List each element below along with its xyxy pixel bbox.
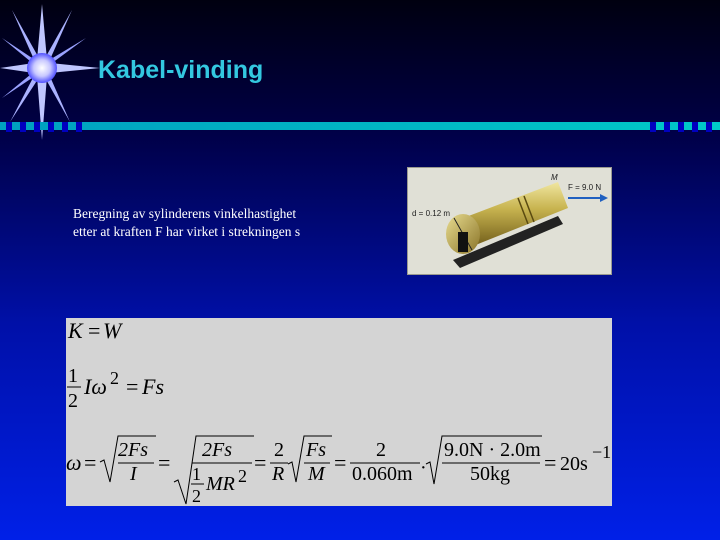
svg-text:=: = — [254, 450, 267, 475]
equation-angular-velocity — [66, 436, 611, 506]
eq2-term: Iω — [84, 374, 107, 399]
eq2-frac-den: 2 — [68, 390, 78, 412]
cylinder-figure — [407, 167, 612, 275]
diameter-label: d = 0.12 m — [412, 209, 451, 218]
title-rule — [0, 118, 720, 140]
eq1-rhs: W — [103, 318, 122, 343]
svg-text:=: = — [158, 450, 171, 475]
svg-text:·: · — [420, 457, 427, 479]
eq3-root1-num: 2Fs — [118, 439, 148, 461]
eq3-root4-num: 9.0N · 2.0m — [444, 439, 541, 461]
eq3-frac3-den: R — [272, 463, 285, 485]
eq3-root2-den-exp: 2 — [238, 466, 247, 486]
mass-label: M — [551, 173, 558, 182]
eq3-root3-num: Fs — [306, 439, 326, 461]
eq3-result-exp: −1 — [592, 442, 612, 462]
svg-text:=: = — [544, 450, 557, 475]
description-line-2: etter at kraften F har virket i strekningen s — [73, 224, 301, 239]
eq3-frac4-den: 0.060m — [352, 463, 413, 485]
eq3-root2-den-term: MR — [206, 473, 235, 495]
svg-text:=: = — [334, 450, 347, 475]
eq3-frac3-num: 2 — [274, 439, 284, 461]
description-line-1: Beregning av sylinderens vinkelhastighet — [73, 206, 297, 221]
eq3-result: 20s — [560, 453, 588, 475]
eq3-root2-den-frac-num: 1 — [192, 464, 201, 484]
eq3-root1-den: I — [130, 463, 137, 485]
eq2-exp: 2 — [110, 368, 119, 388]
svg-text:=: = — [88, 318, 101, 343]
eq2-frac-num: 1 — [68, 365, 78, 387]
svg-text:=: = — [84, 450, 97, 475]
equation-panel — [66, 318, 612, 506]
eq3-root4-den: 50kg — [470, 463, 510, 485]
svg-text:=: = — [126, 374, 139, 399]
eq3-lhs: ω — [66, 450, 82, 475]
equation-energy — [67, 318, 123, 343]
eq3-root2-num: 2Fs — [202, 439, 232, 461]
problem-description — [73, 205, 300, 241]
equation-kinetic — [67, 365, 164, 412]
eq2-rhs: Fs — [142, 374, 164, 399]
eq3-frac4-num: 2 — [376, 439, 386, 461]
eq1-lhs: K — [68, 318, 83, 343]
slide-title: Kabel-vinding — [98, 56, 264, 84]
eq3-root3-den: M — [308, 463, 325, 485]
eq3-root2-den-frac-den: 2 — [192, 486, 201, 506]
force-label: F = 9.0 N — [568, 183, 602, 192]
